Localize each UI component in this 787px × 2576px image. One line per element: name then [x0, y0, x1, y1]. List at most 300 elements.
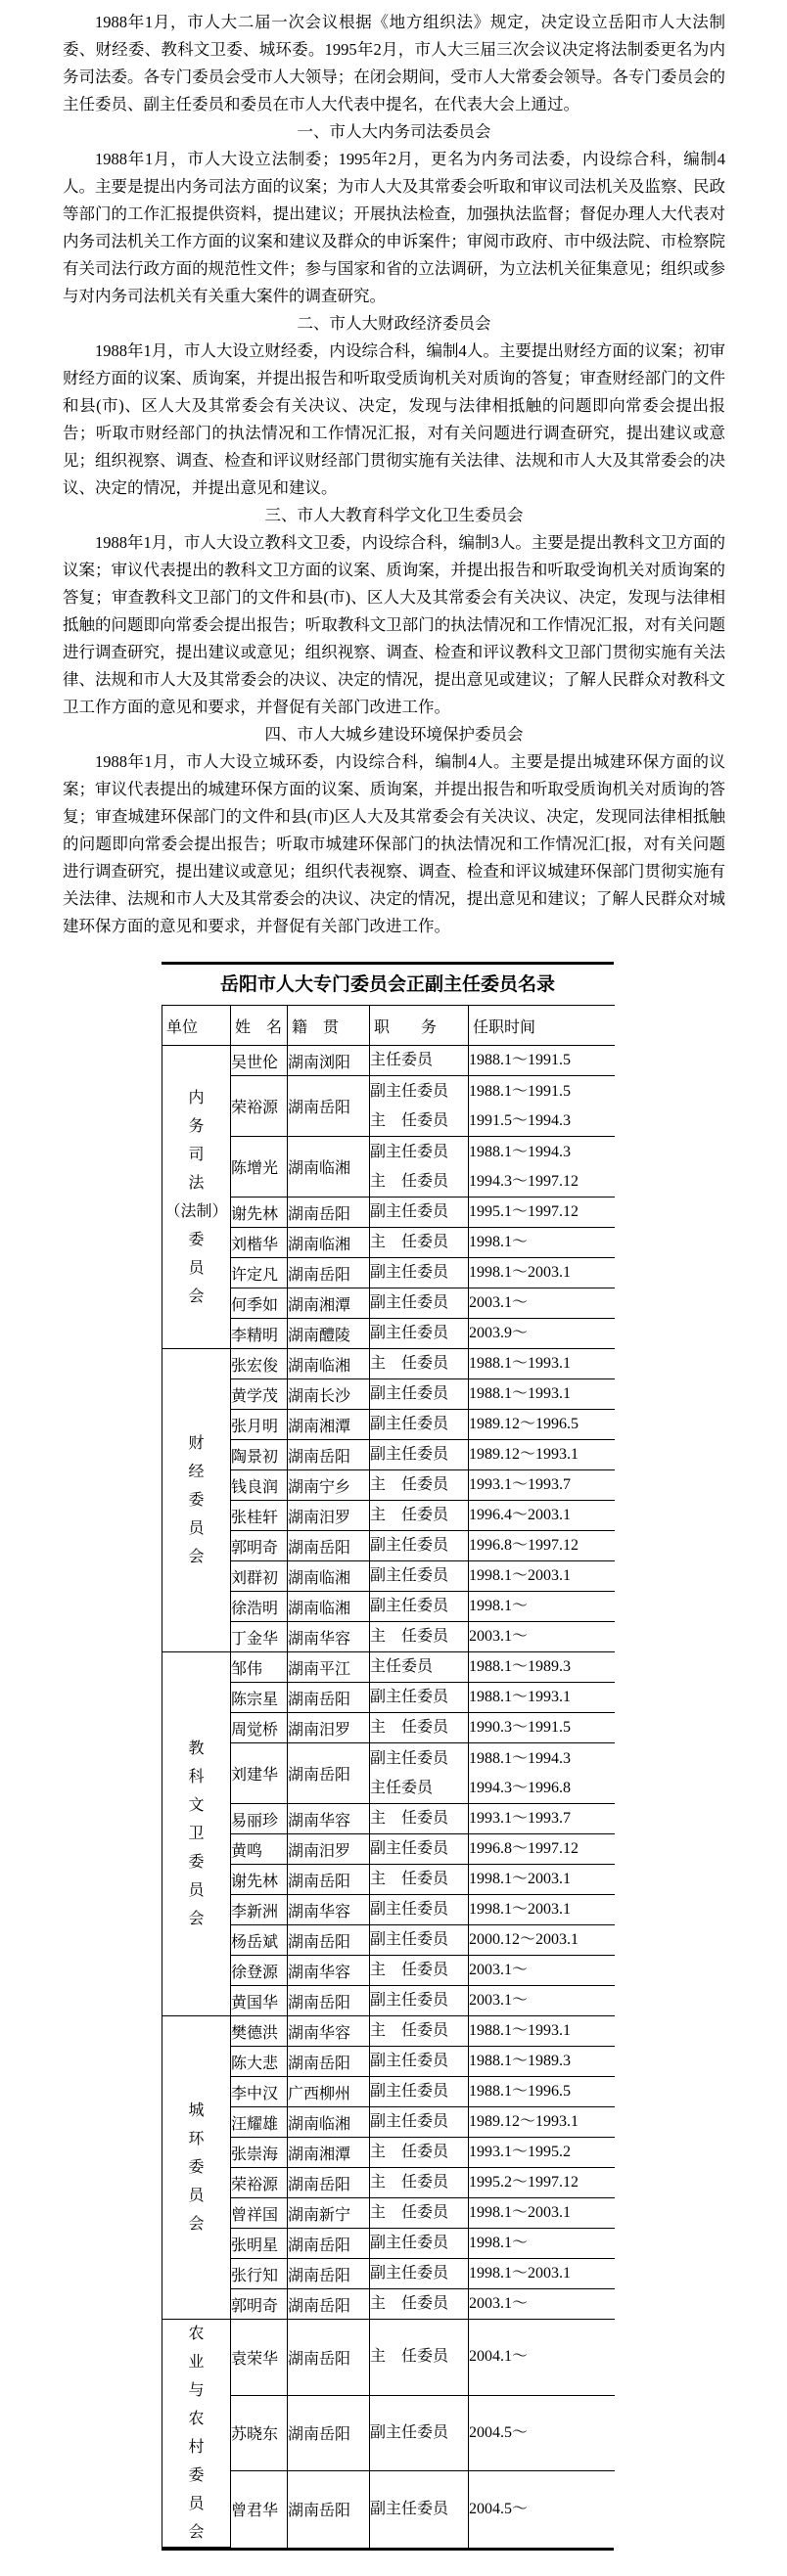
period-line: 1988.1～1993.1: [469, 1689, 572, 1705]
name-cell: 张宏俊: [231, 1349, 288, 1379]
period-cell: [469, 1743, 615, 1804]
member-row: [162, 1228, 615, 1258]
role-line: 副主任委员: [370, 1416, 449, 1432]
period-line: 1998.1～: [469, 1234, 529, 1250]
role-line: 副主任委员: [370, 1749, 449, 1767]
period-line: 1996.8～1997.12: [469, 1537, 579, 1554]
role-line: 主任委员: [370, 1658, 434, 1675]
name-cell: 黄鸣: [231, 1834, 288, 1865]
unit-cell: [162, 1046, 231, 1349]
member-row: [162, 1561, 615, 1592]
period-cell: [469, 1410, 615, 1440]
role-cell: [370, 2016, 469, 2047]
role-cell: [370, 2107, 469, 2138]
period-line: 1993.1～1995.2: [469, 2144, 572, 2160]
role-line: 副主任委员: [370, 2235, 449, 2251]
unit-line: 员: [188, 1520, 205, 1537]
unit-cell: [162, 2016, 231, 2320]
paragraph: 1988年1月，市人大设立城环委，内设综合科，编制4人。主要是提出城建环保方面的议案；审议代表提出的城建环保方面的议案、质询案，并提出报告和听取受质询机关对质询的答复；审查城建环保部门的文件和县(市)区人大及其常委会有关决议、决定，发现同法律相抵触的问题即向常委会提出报告；听取市城建环保部门的执法情况和工作情况汇[报，对有关问题进行调查研究，提出建议或意见；组织代表视察、调查、检查和评议城建环保部门贯彻实施有关法律、法规和市人大及其常委会的决议、决定的情况，提出意见和建议；了解人民群众对城建环保方面的意见和要求，并督促有关部门改进工作。: [63, 752, 725, 935]
period-line: 2003.1～: [469, 2295, 529, 2312]
member-row: [162, 1046, 615, 1076]
origin-cell: 湖南华容: [288, 1622, 370, 1652]
role-cell: [370, 2047, 469, 2077]
origin-cell: 湖南湘潭: [288, 1288, 370, 1319]
role-line: 副主任委员: [370, 1840, 449, 1857]
period-cell: [469, 1531, 615, 1561]
role-cell: [370, 1410, 469, 1440]
unit-line: 委: [188, 1854, 205, 1871]
member-row: [162, 1743, 615, 1804]
period-line: 2004.5～: [469, 2500, 529, 2517]
unit-cell: [162, 2320, 231, 2548]
role-cell: [370, 1956, 469, 1986]
name-cell: 张桂轩: [231, 1501, 288, 1531]
role-cell: [370, 2077, 469, 2107]
unit-line: 财: [188, 1435, 205, 1452]
member-row: [162, 1986, 615, 2016]
role-line: 主任委员: [370, 1052, 434, 1068]
role-line: 主 任委员: [370, 1962, 449, 1978]
table-title: 岳阳市人大专门委员会正副主任委员名录: [219, 974, 555, 995]
role-cell: [370, 1379, 469, 1410]
paragraph: 1988年1月，市人大设立财经委，内设综合科，编制4人。主要提出财经方面的议案；初审财经方面的议案、质询案，并提出报告和听取受质询机关对质询的答复；审查财经部门的文件和县(市)、区人大及其常委会有关决议、决定，发现与法律相抵触的问题即向常委会提出报告；听取市财经部门的执法情况和工作情况汇报，对有关问题进行调查研究，提出建议或意见；组织视察、调查、检查和评议财经部门贯彻实施有关法律、法规和市人大及其常委会的决议、决定的情况，并提出意见和建议。: [63, 341, 725, 497]
name-cell: 李精明: [231, 1319, 288, 1349]
member-row: [162, 1137, 615, 1198]
member-row: [162, 2229, 615, 2259]
role-cell: [370, 2395, 469, 2471]
period-line: 1988.1～1993.1: [469, 1385, 572, 1402]
period-cell: [469, 1804, 615, 1834]
role-line: 主任委员: [370, 1779, 434, 1796]
period-line: 1994.3～1997.12: [469, 1172, 579, 1190]
period-line: 1988.1～1991.5: [469, 1082, 572, 1100]
origin-cell: 湖南临湘: [288, 1228, 370, 1258]
period-cell: [469, 1956, 615, 1986]
unit-line: 员: [188, 1882, 205, 1899]
origin-cell: 湖南岳阳: [288, 1925, 370, 1956]
name-cell: 黄学茂: [231, 1379, 288, 1410]
period-line: 1998.1～: [469, 1598, 529, 1614]
role-line: 副主任委员: [370, 1446, 449, 1463]
name-cell: 谢先林: [231, 1865, 288, 1895]
role-line: 副主任委员: [370, 1294, 449, 1311]
name-cell: 徐登源: [231, 1956, 288, 1986]
role-line: 副主任委员: [370, 1689, 449, 1705]
unit-cell: [162, 1349, 231, 1652]
member-row: [162, 1622, 615, 1652]
name-cell: 张崇海: [231, 2138, 288, 2168]
period-line: 1998.1～2003.1: [469, 2204, 572, 2221]
origin-cell: 湖南华容: [288, 2016, 370, 2047]
member-row: [162, 2395, 615, 2471]
role-line: 副主任委员: [370, 1567, 449, 1584]
role-line: 主 任委员: [370, 1810, 449, 1827]
name-cell: 郭明奇: [231, 1531, 288, 1561]
member-row: [162, 1288, 615, 1319]
period-line: 1988.1～1993.1: [469, 1355, 572, 1372]
member-row: [162, 2320, 615, 2396]
role-line: 副主任委员: [370, 2423, 449, 2441]
role-cell: [370, 1561, 469, 1592]
role-cell: [370, 1683, 469, 1713]
paragraph: 1988年1月，市人大设立教科文卫委，内设综合科，编制3人。主要是提出教科文卫方面的议案；审议代表提出的教科文卫方面的议案、质询案，并提出报告和听取受询机关对质询案的答复；审查教科文卫部门的文件和县(市)、区人大及其常委会有关决议、决定，发现与法律相抵触的问题即向常委会提出报告；听取教科文卫部门的执法情况和工作情况汇报，对有关问题进行调查研究，提出建议或意见；组织视察、调查、检查和评议教科文卫部门贯彻实施有关法律、法规和市人大及其常委会的决议、决定的情况，提出意见或建议；了解人民群众对教科文卫工作方面的意见和要求，并督促有关部门改进工作。: [63, 533, 725, 716]
name-cell: 邹伟: [231, 1652, 288, 1683]
origin-cell: 湖南宁乡: [288, 1470, 370, 1501]
role-cell: [370, 1895, 469, 1925]
role-line: 主 任委员: [370, 2204, 449, 2221]
unit-label: [162, 1084, 230, 1311]
period-cell: [469, 1470, 615, 1501]
role-line: 主 任委员: [370, 1234, 449, 1250]
member-row: [162, 2016, 615, 2047]
name-cell: 张月明: [231, 1410, 288, 1440]
origin-cell: 湖南汨罗: [288, 1501, 370, 1531]
origin-cell: 湖南华容: [288, 1895, 370, 1925]
period-line: 1996.4～2003.1: [469, 1507, 572, 1523]
role-line: 副主任委员: [370, 1385, 449, 1402]
name-cell: 汪耀雄: [231, 2107, 288, 2138]
origin-cell: 湖南岳阳: [288, 2047, 370, 2077]
name-cell: 黄国华: [231, 1986, 288, 2016]
role-cell: [370, 1713, 469, 1743]
origin-cell: 湖南临湘: [288, 1592, 370, 1622]
origin-cell: 湖南华容: [288, 1956, 370, 1986]
member-row: [162, 2471, 615, 2548]
unit-line: 城: [188, 2102, 205, 2119]
period-cell: [469, 1713, 615, 1743]
member-row: [162, 1470, 615, 1501]
period-cell: [469, 2229, 615, 2259]
role-line: 副主任委员: [370, 1143, 449, 1160]
period-cell: [469, 1288, 615, 1319]
role-line: 主 任委员: [370, 1476, 449, 1493]
period-cell: [469, 2395, 615, 2471]
period-cell: [469, 1895, 615, 1925]
name-cell: 陈宗星: [231, 1683, 288, 1713]
section-heading: 四、市人大城乡建设环境保护委员会: [264, 725, 524, 744]
period-line: 1998.1～2003.1: [469, 2265, 572, 2282]
origin-cell: 湖南岳阳: [288, 1683, 370, 1713]
period-line: 2003.1～: [469, 1992, 529, 2009]
unit-label: [162, 2097, 230, 2238]
role-line: 副主任委员: [370, 1598, 449, 1614]
name-cell: 荣裕源: [231, 2168, 288, 2198]
member-row: [162, 1713, 615, 1743]
period-cell: [469, 1137, 615, 1198]
period-line: 1989.12～1996.5: [469, 1416, 579, 1432]
origin-cell: 湖南岳阳: [288, 1986, 370, 2016]
role-cell: [370, 1258, 469, 1288]
name-cell: 郭明奇: [231, 2289, 288, 2320]
origin-cell: 湖南汨罗: [288, 1713, 370, 1743]
role-cell: [370, 2168, 469, 2198]
role-line: 副主任委员: [370, 1264, 449, 1281]
period-line: 1988.1～1991.5: [469, 1052, 572, 1068]
role-cell: [370, 1622, 469, 1652]
name-cell: 曾祥国: [231, 2198, 288, 2229]
period-cell: [469, 2107, 615, 2138]
member-row: [162, 2077, 615, 2107]
role-cell: [370, 1319, 469, 1349]
role-cell: [370, 1470, 469, 1501]
origin-cell: 湖南临湘: [288, 1349, 370, 1379]
role-cell: [370, 2320, 469, 2396]
name-cell: 刘建华: [231, 1743, 288, 1804]
member-row: [162, 1592, 615, 1622]
role-cell: [370, 2471, 469, 2548]
period-cell: [469, 2077, 615, 2107]
period-cell: [469, 2259, 615, 2289]
name-cell: 袁荣华: [231, 2320, 288, 2396]
period-cell: [469, 1683, 615, 1713]
role-line: 副主任委员: [370, 1082, 449, 1100]
column-header: 籍 贯: [288, 1006, 370, 1046]
origin-cell: 湖南岳阳: [288, 1865, 370, 1895]
member-row: [162, 2198, 615, 2229]
period-line: 1988.1～1996.5: [469, 2083, 572, 2100]
period-line: 1995.1～1997.12: [469, 1203, 579, 1220]
origin-cell: 湖南湘潭: [288, 1410, 370, 1440]
role-cell: [370, 1804, 469, 1834]
name-cell: 徐浩明: [231, 1592, 288, 1622]
period-line: 2004.5～: [469, 2423, 529, 2441]
member-row: [162, 2168, 615, 2198]
role-cell: [370, 1501, 469, 1531]
member-row: [162, 1683, 615, 1713]
origin-cell: 湖南醴陵: [288, 1319, 370, 1349]
origin-cell: 湖南长沙: [288, 1379, 370, 1410]
role-cell: [370, 1592, 469, 1622]
unit-line: 员: [188, 1259, 205, 1277]
member-row: [162, 1834, 615, 1865]
name-cell: 荣裕源: [231, 1076, 288, 1137]
period-line: 1988.1～1993.1: [469, 2022, 572, 2039]
origin-cell: 湖南岳阳: [288, 1258, 370, 1288]
member-row: [162, 1410, 615, 1440]
unit-line: 司: [188, 1146, 205, 1163]
role-cell: [370, 1137, 469, 1198]
unit-line: 科: [188, 1769, 205, 1785]
name-cell: 丁金华: [231, 1622, 288, 1652]
origin-cell: 湖南湘潭: [288, 2138, 370, 2168]
period-line: 1998.1～2003.1: [469, 1264, 572, 1281]
member-row: [162, 2047, 615, 2077]
role-cell: [370, 1349, 469, 1379]
period-cell: [469, 1198, 615, 1228]
member-row: [162, 1501, 615, 1531]
role-cell: [370, 2138, 469, 2168]
period-line: 1988.1～1989.3: [469, 1658, 572, 1675]
period-cell: [469, 2471, 615, 2548]
role-line: 主 任委员: [370, 2022, 449, 2039]
name-cell: 易丽珍: [231, 1804, 288, 1834]
period-cell: [469, 1319, 615, 1349]
header-row: [162, 1006, 615, 1046]
name-cell: 刘楷华: [231, 1228, 288, 1258]
role-cell: [370, 1198, 469, 1228]
origin-cell: 湖南岳阳: [288, 2289, 370, 2320]
period-line: 2003.9～: [469, 1325, 529, 1341]
role-line: 副主任委员: [370, 2265, 449, 2282]
unit-line: 农: [188, 2411, 205, 2427]
period-line: 1995.2～1997.12: [469, 2174, 579, 2191]
period-line: 1988.1～1994.3: [469, 1749, 572, 1767]
member-row: [162, 1804, 615, 1834]
role-line: 主 任委员: [370, 2144, 449, 2160]
role-cell: [370, 1925, 469, 1956]
origin-cell: 湖南汨罗: [288, 1834, 370, 1865]
period-line: 1991.5～1994.3: [469, 1111, 572, 1129]
role-line: 副主任委员: [370, 1931, 449, 1948]
role-line: 副主任委员: [370, 1325, 449, 1341]
period-cell: [469, 2320, 615, 2396]
name-cell: 周觉桥: [231, 1713, 288, 1743]
role-cell: [370, 1046, 469, 1076]
unit-line: （法制）: [164, 1202, 228, 1220]
member-row: [162, 1956, 615, 1986]
member-row: [162, 2107, 615, 2138]
roster-table-wrap: [162, 962, 614, 2551]
role-line: 主 任委员: [370, 1355, 449, 1372]
unit-line: 与: [188, 2382, 205, 2399]
role-line: 主 任委员: [370, 2174, 449, 2191]
period-cell: [469, 1652, 615, 1683]
period-line: 1998.1～2003.1: [469, 1567, 572, 1584]
role-cell: [370, 1288, 469, 1319]
role-cell: [370, 1440, 469, 1470]
origin-cell: 湖南临湘: [288, 2107, 370, 2138]
unit-line: 会: [188, 1288, 205, 1305]
name-cell: 苏晓东: [231, 2395, 288, 2471]
unit-line: 文: [188, 1797, 205, 1814]
member-row: [162, 1440, 615, 1470]
name-cell: 何季如: [231, 1288, 288, 1319]
unit-line: 委: [188, 1231, 205, 1248]
role-line: 副主任委员: [370, 1901, 449, 1918]
origin-cell: 湖南岳阳: [288, 2395, 370, 2471]
unit-line: 会: [188, 1911, 205, 1927]
intro-text: [63, 9, 725, 940]
unit-line: 委: [188, 1492, 205, 1509]
period-cell: [469, 2047, 615, 2077]
role-line: 主 任委员: [370, 1871, 449, 1887]
role-line: 主 任委员: [370, 1111, 449, 1129]
role-line: 副主任委员: [370, 2113, 449, 2130]
member-row: [162, 1895, 615, 1925]
paragraph: 1988年1月，市人大二届一次会议根据《地方组织法》规定，决定设立岳阳市人大法制委、财经委、教科文卫委、城环委。1995年2月，市人大三届三次会议决定将法制委更名为内务司法委。各专门委员会受市人大领导；在闭会期间，受市人大常委会领导。各专门委员会的主任委员、副主任委员和委员在市人大代表中提名，在代表大会上通过。: [63, 13, 725, 113]
member-row: [162, 1531, 615, 1561]
unit-label: [162, 2320, 230, 2547]
origin-cell: 湖南临湘: [288, 1137, 370, 1198]
period-cell: [469, 2016, 615, 2047]
period-cell: [469, 1865, 615, 1895]
period-cell: [469, 1379, 615, 1410]
period-cell: [469, 2198, 615, 2229]
role-cell: [370, 1228, 469, 1258]
member-row: [162, 2289, 615, 2320]
origin-cell: 广西柳州: [288, 2077, 370, 2107]
member-row: [162, 1379, 615, 1410]
origin-cell: 湖南岳阳: [288, 2259, 370, 2289]
unit-line: 委: [188, 2159, 205, 2176]
period-line: 2003.1～: [469, 1628, 529, 1645]
role-line: 主 任委员: [370, 2348, 449, 2366]
name-cell: 刘群初: [231, 1561, 288, 1592]
origin-cell: 湖南新宁: [288, 2198, 370, 2229]
role-line: 主 任委员: [370, 1172, 449, 1190]
name-cell: 陈大悲: [231, 2047, 288, 2077]
unit-label: [162, 1429, 230, 1571]
unit-line: 员: [188, 2188, 205, 2204]
paragraph: 1988年1月，市人大设立法制委；1995年2月，更名为内务司法委，内设综合科，编制4人。主要是提出内务司法方面的议案；为市人大及其常委会听取和审议司法机关及监察、民政等部门的工作汇报提供资料，提出建议；开展执法检查，加强执法监督；督促办理人大代表对内务司法机关工作方面的议案和建议及群众的申诉案件；审阅市政府、市中级法院、市检察院有关司法行政方面的规范性文件；参与国家和省的立法调研，为立法机关征集意见；组织或参与对内务司法机关有关重大案件的调查研究。: [63, 150, 725, 305]
name-cell: 李中汉: [231, 2077, 288, 2107]
origin-cell: 湖南岳阳: [288, 2471, 370, 2548]
role-line: 主 任委员: [370, 1507, 449, 1523]
period-cell: [469, 2289, 615, 2320]
role-line: 副主任委员: [370, 1537, 449, 1554]
origin-cell: 湖南岳阳: [288, 1198, 370, 1228]
unit-line: 内: [188, 1089, 205, 1107]
origin-cell: 湖南浏阳: [288, 1046, 370, 1076]
member-row: [162, 2259, 615, 2289]
period-cell: [469, 1228, 615, 1258]
name-cell: 吴世伦: [231, 1046, 288, 1076]
section-heading: 一、市人大内务司法委员会: [297, 122, 491, 141]
member-row: [162, 1076, 615, 1137]
role-line: 副主任委员: [370, 2083, 449, 2100]
section-heading: 二、市人大财政经济委员会: [297, 314, 491, 333]
period-cell: [469, 1986, 615, 2016]
period-cell: [469, 1501, 615, 1531]
name-cell: 张行知: [231, 2259, 288, 2289]
unit-line: 教: [188, 1740, 205, 1757]
role-cell: [370, 2198, 469, 2229]
role-cell: [370, 1652, 469, 1683]
period-cell: [469, 1349, 615, 1379]
origin-cell: 湖南临湘: [288, 1561, 370, 1592]
period-cell: [469, 2168, 615, 2198]
period-line: 1989.12～1993.1: [469, 1446, 579, 1463]
name-cell: 陶景初: [231, 1440, 288, 1470]
unit-line: 员: [188, 2496, 205, 2512]
period-line: 1998.1～2003.1: [469, 1901, 572, 1918]
name-cell: 李新洲: [231, 1895, 288, 1925]
period-line: 2003.1～: [469, 1962, 529, 1978]
name-cell: 陈增光: [231, 1137, 288, 1198]
member-row: [162, 1258, 615, 1288]
origin-cell: 湖南岳阳: [288, 2320, 370, 2396]
period-line: 1998.1～2003.1: [469, 1871, 572, 1887]
column-header: 任职时间: [469, 1006, 615, 1046]
period-cell: [469, 1258, 615, 1288]
unit-line: 会: [188, 2524, 205, 2541]
period-cell: [469, 1561, 615, 1592]
column-header: 单位: [162, 1006, 231, 1046]
period-line: 1998.1～: [469, 2235, 529, 2251]
column-header: 姓 名: [231, 1006, 288, 1046]
unit-line: 卫: [188, 1826, 205, 1842]
period-line: 1989.12～1993.1: [469, 2113, 579, 2130]
origin-cell: 湖南岳阳: [288, 1440, 370, 1470]
name-cell: 钱良润: [231, 1470, 288, 1501]
role-line: 副主任委员: [370, 2500, 449, 2517]
period-line: 1988.1～1989.3: [469, 2053, 572, 2069]
period-line: 1994.3～1996.8: [469, 1779, 572, 1796]
origin-cell: 湖南岳阳: [288, 2168, 370, 2198]
period-line: 2003.1～: [469, 1294, 529, 1311]
name-cell: 杨岳斌: [231, 1925, 288, 1956]
name-cell: 许定凡: [231, 1258, 288, 1288]
